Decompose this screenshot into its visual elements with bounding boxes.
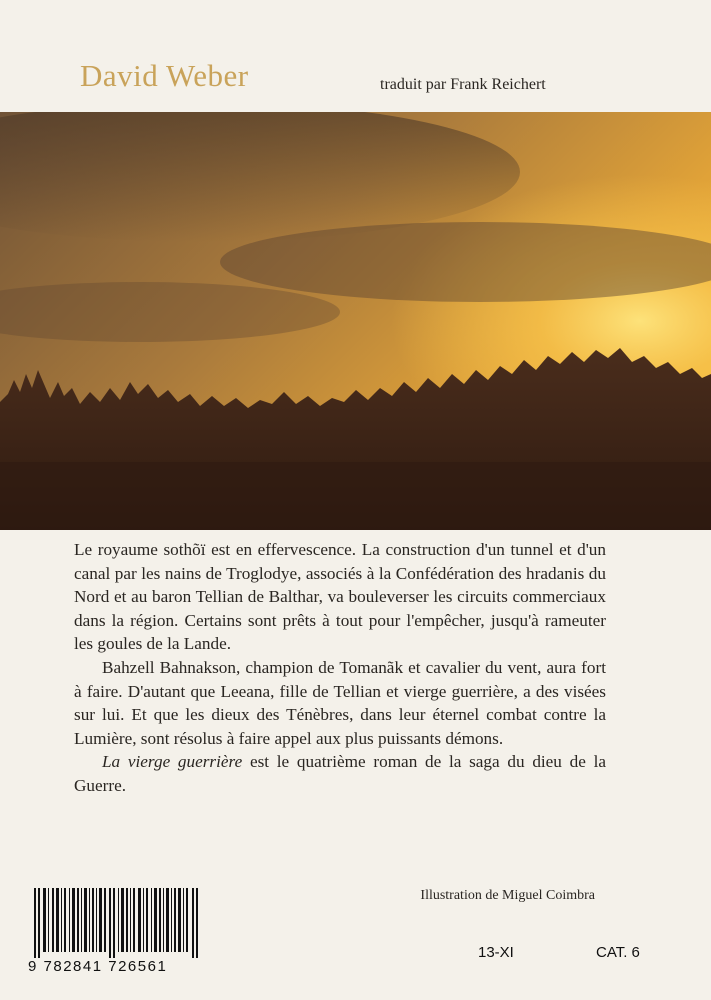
translator-credit: traduit par Frank Reichert (380, 76, 546, 93)
series-code: 13-XI (478, 944, 514, 961)
cover-illustration (0, 112, 711, 530)
sunset-forest-image (0, 112, 711, 530)
category-code: CAT. 6 (596, 944, 640, 961)
book-title: La vierge guerrière (102, 752, 243, 772)
blurb-paragraph-3 (74, 750, 606, 797)
isbn-barcode (28, 888, 202, 984)
barcode-bars (34, 888, 198, 958)
back-cover-blurb (74, 538, 606, 798)
blurb-paragraph-1: Le royaume sothõï est en effervescence. La construction d'un tunnel et d'un canal par les nains de Troglodye, associés à la Confédération des hradanis du Nord et au baron Tellian de Balthar, va bouleverser les circuits commerciaux dans la région. Certains sont prêts à tout pour l'empêcher, jusqu'à rameuter les goules de la Lande. (74, 540, 606, 654)
isbn-number: 9 782841 726561 (28, 958, 168, 975)
author-name: David Weber (80, 58, 249, 93)
blurb-paragraph-2: Bahzell Bahnakson, champion de Tomanãk et cavalier du vent, aura fort à faire. D'autant que Leeana, fille de Tellian et vierge guerrière, a des visées sur lui. Et que les dieux des Ténèbres, dans leur éternel combat contre la Lumière, sont résolus à faire appel aux plus puissants démons. (74, 657, 606, 748)
illustration-credit: Illustration de Miguel Coimbra (420, 888, 595, 903)
blurb-paragraph-3-text: est le quatrième roman de la saga du dieu de la Guerre. (74, 752, 607, 795)
